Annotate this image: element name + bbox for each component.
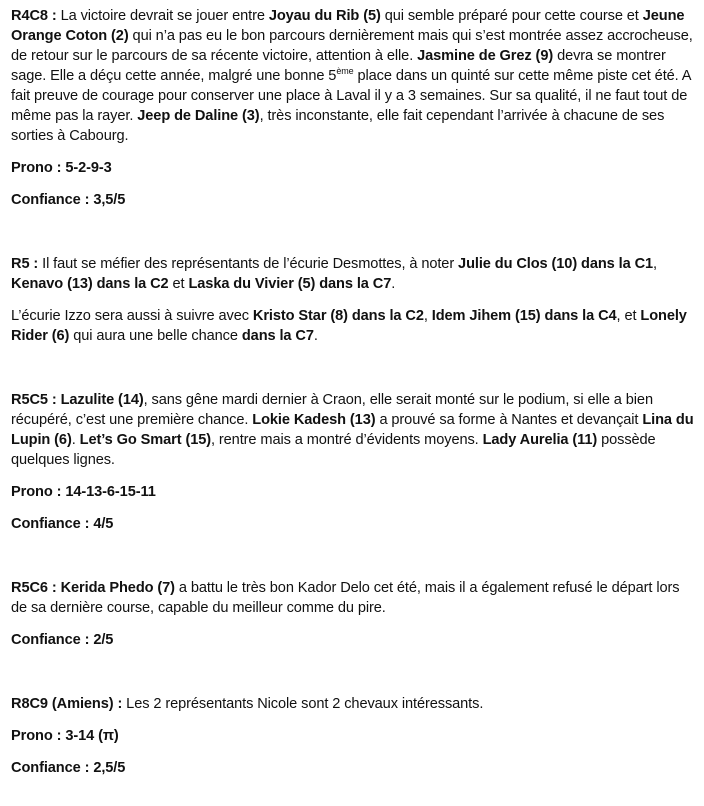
r4c8-confiance: Confiance : 3,5/5 xyxy=(11,192,126,208)
body-text: . xyxy=(71,432,80,448)
superscript-text: ème xyxy=(336,66,354,77)
body-text: et xyxy=(168,276,189,292)
bold-text: Jeune Orange Coton (2) xyxy=(11,8,685,44)
bold-text: R5 : xyxy=(11,256,39,272)
bold-text: Kenavo (13) dans la C2 xyxy=(11,276,169,292)
bold-text: dans la C7 xyxy=(241,328,314,344)
bold-text: Laska du Vivier (5) dans la C7 xyxy=(188,276,392,292)
bold-text: Julie du Clos (10) dans la C1 xyxy=(458,256,654,272)
r5-paragraph xyxy=(11,254,695,294)
bold-text: Let’s Go Smart (15) xyxy=(79,432,211,448)
r5c6-paragraph xyxy=(11,578,695,618)
bold-text: Lady Aurelia (11) xyxy=(482,432,598,448)
body-text: place dans un quinté sur cette même piste cet été. A fait preuve de courage pour conserver une place à Laval il y a 3 semaines. Sur sa qualité, il ne faut tout de même pas la rayer. xyxy=(11,68,691,124)
body-text: devra se montrer sage. Elle a déçu cette année, malgré une bonne 5 xyxy=(11,48,666,84)
r5c5-paragraph xyxy=(11,390,695,470)
body-text: qui semble préparé pour cette course et xyxy=(380,8,643,24)
r5c5-prono: Prono : 14-13-6-15-11 xyxy=(11,484,156,500)
body-text: qui n’a pas eu le bon parcours dernièrement mais qui s’est montrée assez accrocheuse, de retour sur le parcours de sa récente victoire, attention à elle. xyxy=(11,28,693,64)
body-text: , xyxy=(423,308,432,324)
bold-text: R4C8 : xyxy=(11,8,57,24)
bold-text: Jasmine de Grez (9) xyxy=(417,48,554,64)
r5-paragraph-izzo xyxy=(11,306,695,346)
body-text: Les 2 représentants Nicole sont 2 chevaux intéressants. xyxy=(122,696,484,712)
bold-text: R5C5 : Lazulite (14) xyxy=(11,392,144,408)
r4c8-paragraph xyxy=(11,6,695,146)
body-text: La victoire devrait se jouer entre xyxy=(56,8,269,24)
body-text: L’écurie Izzo sera aussi à suivre avec xyxy=(11,308,253,324)
bold-text: Lokie Kadesh (13) xyxy=(252,412,376,428)
body-text: , sans gêne mardi dernier à Craon, elle serait monté sur le podium, si elle a bien récupéré, c’est une première chance. xyxy=(11,392,653,428)
r8c9-paragraph xyxy=(11,694,695,714)
bold-text: Lina du Lupin (6) xyxy=(11,412,694,448)
bold-text: R5C6 : Kerida Phedo (7) xyxy=(11,580,175,596)
body-text: , xyxy=(653,256,657,272)
r4c8-prono: Prono : 5-2-9-3 xyxy=(11,160,112,176)
bold-text: Jeep de Daline (3) xyxy=(137,108,260,124)
body-text: , très inconstante, elle fait cependant l’arrivée à chacune de ses sorties à Cabourg. xyxy=(11,108,665,144)
bold-text: Idem Jihem (15) dans la C4 xyxy=(431,308,617,324)
body-text: a battu le très bon Kador Delo cet été, mais il a également refusé le départ lors de sa dernière course, capable du meilleur comme du pire. xyxy=(11,580,680,616)
r8c9-prono: Prono : 3-14 (π) xyxy=(11,728,119,744)
body-text: . xyxy=(391,276,396,292)
body-text: , rentre mais a montré d’évidents moyens. xyxy=(211,432,483,448)
bold-text: Kristo Star (8) dans la C2 xyxy=(252,308,424,324)
bold-text: R8C9 (Amiens) : xyxy=(11,696,123,712)
body-text: . xyxy=(313,328,318,344)
document-body xyxy=(11,6,695,778)
body-text: , et xyxy=(616,308,641,324)
body-text: a prouvé sa forme à Nantes et devançait xyxy=(375,412,643,428)
bold-text: Joyau du Rib (5) xyxy=(268,8,381,24)
r5c6-confiance: Confiance : 2/5 xyxy=(11,632,114,648)
r5c5-confiance: Confiance : 4/5 xyxy=(11,516,114,532)
body-text: Il faut se méfier des représentants de l’écurie Desmottes, à noter xyxy=(38,256,459,272)
bold-text: Lonely Rider (6) xyxy=(11,308,687,344)
body-text: qui aura une belle chance xyxy=(69,328,242,344)
body-text: possède quelques lignes. xyxy=(11,432,656,468)
r8c9-confiance: Confiance : 2,5/5 xyxy=(11,760,126,776)
